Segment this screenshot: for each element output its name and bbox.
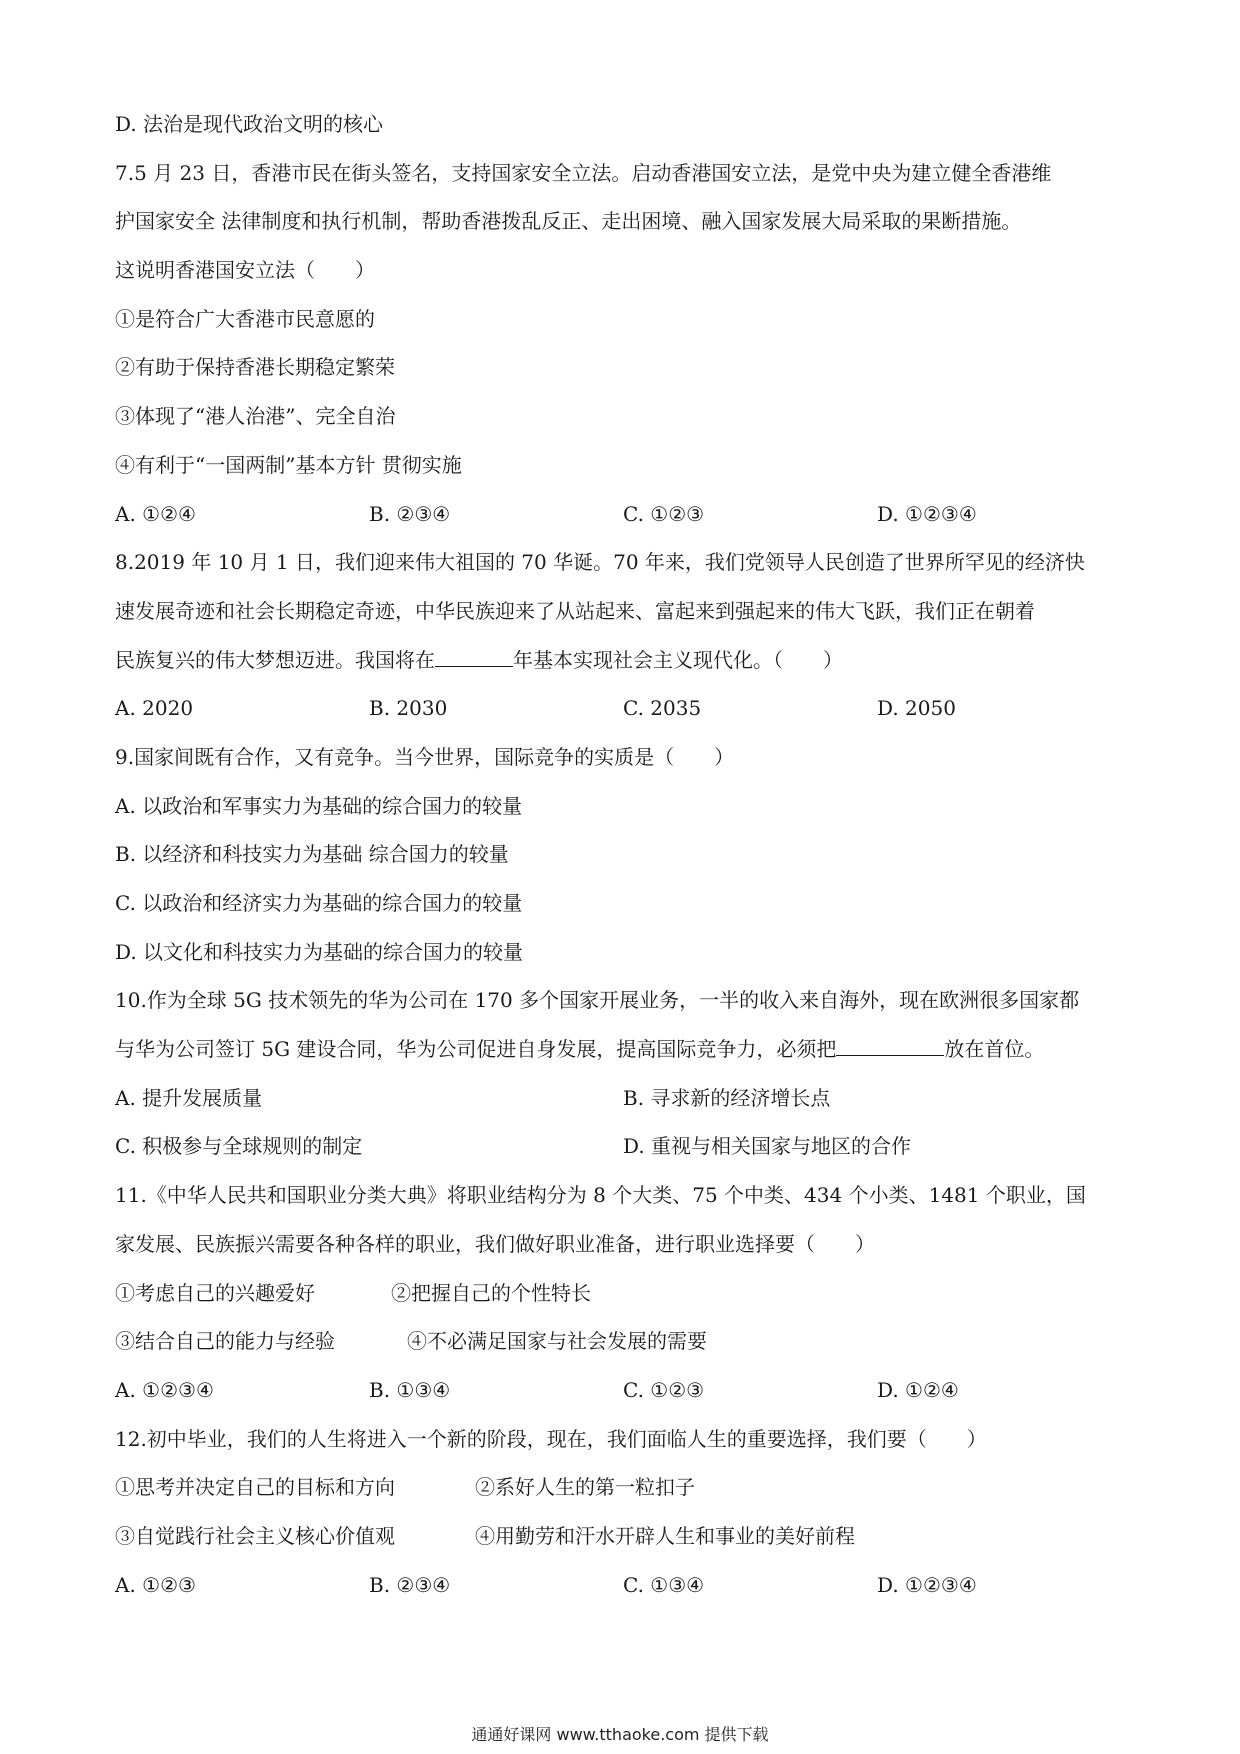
q10-option-a: A. 提升发展质量	[115, 1085, 263, 1110]
q10-options-row-1	[115, 1074, 1135, 1123]
q7-option-b: B. ②③④	[369, 501, 451, 526]
q12-item-1: ①思考并决定自己的目标和方向	[115, 1475, 395, 1500]
q11-item-2: ②把握自己的个性特长	[391, 1280, 591, 1305]
q8-option-b: B. 2030	[369, 696, 448, 721]
page-footer: 通通好课网 www.tthaoke.com 提供下载	[471, 1725, 769, 1744]
q7-option-c: C. ①②③	[623, 501, 705, 526]
q11-option-b: B. ①③④	[369, 1377, 451, 1402]
q8-stem-line-3	[115, 636, 1135, 685]
q10-answer-blank	[836, 1033, 944, 1056]
q7-options	[115, 490, 1135, 539]
q12-option-d: D. ①②③④	[877, 1572, 977, 1597]
q7-stem-line-2: 护国家安全 法律制度和执行机制，帮助香港拨乱反正、走出困境、融入国家发展大局采取的果断措施。	[115, 209, 1022, 234]
q7-stem-line-1: 7.5 月 23 日，香港市民在街头签名，支持国家安全立法。启动香港国安立法，是党中央为建立健全香港维	[115, 160, 1052, 185]
q7-option-a: A. ①②④	[115, 501, 196, 526]
q6-option-d: D. 法治是现代政治文明的核心	[115, 112, 384, 136]
q10-stem-line-2	[115, 1025, 1135, 1074]
q7-item-1: ①是符合广大香港市民意愿的	[115, 306, 375, 331]
q11-options	[115, 1366, 1135, 1415]
q9-option-a: A. 以政治和军事实力为基础的综合国力的较量	[115, 793, 523, 818]
q8-options	[115, 684, 1135, 733]
q12-option-a: A. ①②③	[115, 1572, 196, 1597]
q12-item-2: ②系好人生的第一粒扣子	[475, 1475, 695, 1500]
q9-option-b: B. 以经济和科技实力为基础 综合国力的较量	[115, 842, 509, 867]
q12-items-row-1	[115, 1463, 1135, 1512]
q10-stem-line-1: 10.作为全球 5G 技术领先的华为公司在 170 多个国家开展业务，一半的收入来自海外，现在欧洲很多国家都	[115, 988, 1080, 1013]
q12-item-3: ③自觉践行社会主义核心价值观	[115, 1523, 395, 1548]
q8-stem-post: 年基本实现社会主义现代化。（ ）	[513, 647, 843, 672]
q12-item-4: ④用勤劳和汗水开辟人生和事业的美好前程	[475, 1523, 855, 1548]
q10-options-row-2	[115, 1122, 1135, 1171]
q8-option-a: A. 2020	[115, 696, 194, 721]
q7-item-4: ④有利于“一国两制”基本方针 贯彻实施	[115, 452, 462, 477]
q11-items-row-1	[115, 1269, 1135, 1318]
q11-stem-line-1: 11.《中华人民共和国职业分类大典》将职业结构分为 8 个大类、75 个中类、434 个小类、1481 个职业，国	[115, 1183, 1086, 1208]
q8-answer-blank	[435, 644, 513, 667]
q7-option-d: D. ①②③④	[877, 501, 977, 526]
q11-item-4: ④不必满足国家与社会发展的需要	[407, 1329, 707, 1354]
q10-option-d: D. 重视与相关国家与地区的合作	[623, 1134, 912, 1159]
q12-option-b: B. ②③④	[369, 1572, 451, 1597]
q12-option-c: C. ①③④	[623, 1572, 705, 1597]
q11-option-a: A. ①②③④	[115, 1377, 214, 1402]
q11-option-c: C. ①②③	[623, 1377, 705, 1402]
q8-option-c: C. 2035	[623, 696, 702, 721]
q11-item-1: ①考虑自己的兴趣爱好	[115, 1280, 315, 1305]
q7-stem-line-3: 这说明香港国安立法（ ）	[115, 258, 375, 283]
q8-stem-line-2: 速发展奇迹和社会长期稳定奇迹，中华民族迎来了从站起来、富起来到强起来的伟大飞跃，我们正在朝着	[115, 598, 1035, 623]
q11-item-3: ③结合自己的能力与经验	[115, 1329, 335, 1354]
q11-option-d: D. ①②④	[877, 1377, 959, 1402]
q11-items-row-2	[115, 1317, 1135, 1366]
q12-stem: 12.初中毕业，我们的人生将进入一个新的阶段，现在，我们面临人生的重要选择，我们要（ ）	[115, 1426, 987, 1451]
q8-stem-pre: 民族复兴的伟大梦想迈进。我国将在	[115, 647, 435, 672]
q12-options	[115, 1561, 1135, 1610]
q9-stem: 9.国家间既有合作，又有竞争。当今世界，国际竞争的实质是（ ）	[115, 744, 735, 769]
q10-stem-pre: 与华为公司签订 5G 建设合同，华为公司促进自身发展，提高国际竞争力，必须把	[115, 1037, 837, 1062]
q10-option-c: C. 积极参与全球规则的制定	[115, 1134, 363, 1159]
q10-option-b: B. 寻求新的经济增长点	[623, 1085, 831, 1110]
q9-option-c: C. 以政治和经济实力为基础的综合国力的较量	[115, 891, 523, 915]
q12-items-row-2	[115, 1512, 1135, 1561]
exam-page	[115, 100, 1135, 1609]
q8-stem-line-1: 8.2019 年 10 月 1 日，我们迎来伟大祖国的 70 华诞。70 年来，我们党领导人民创造了世界所罕见的经济快	[115, 550, 1085, 575]
q10-stem-post: 放在首位。	[944, 1037, 1045, 1062]
q11-stem-line-2: 家发展、民族振兴需要各种各样的职业，我们做好职业准备，进行职业选择要（ ）	[115, 1231, 875, 1256]
q8-option-d: D. 2050	[877, 696, 956, 721]
q7-item-3: ③体现了“港人治港”、完全自治	[115, 404, 396, 429]
q9-option-d: D. 以文化和科技实力为基础的综合国力的较量	[115, 939, 524, 964]
q7-item-2: ②有助于保持香港长期稳定繁荣	[115, 355, 395, 380]
